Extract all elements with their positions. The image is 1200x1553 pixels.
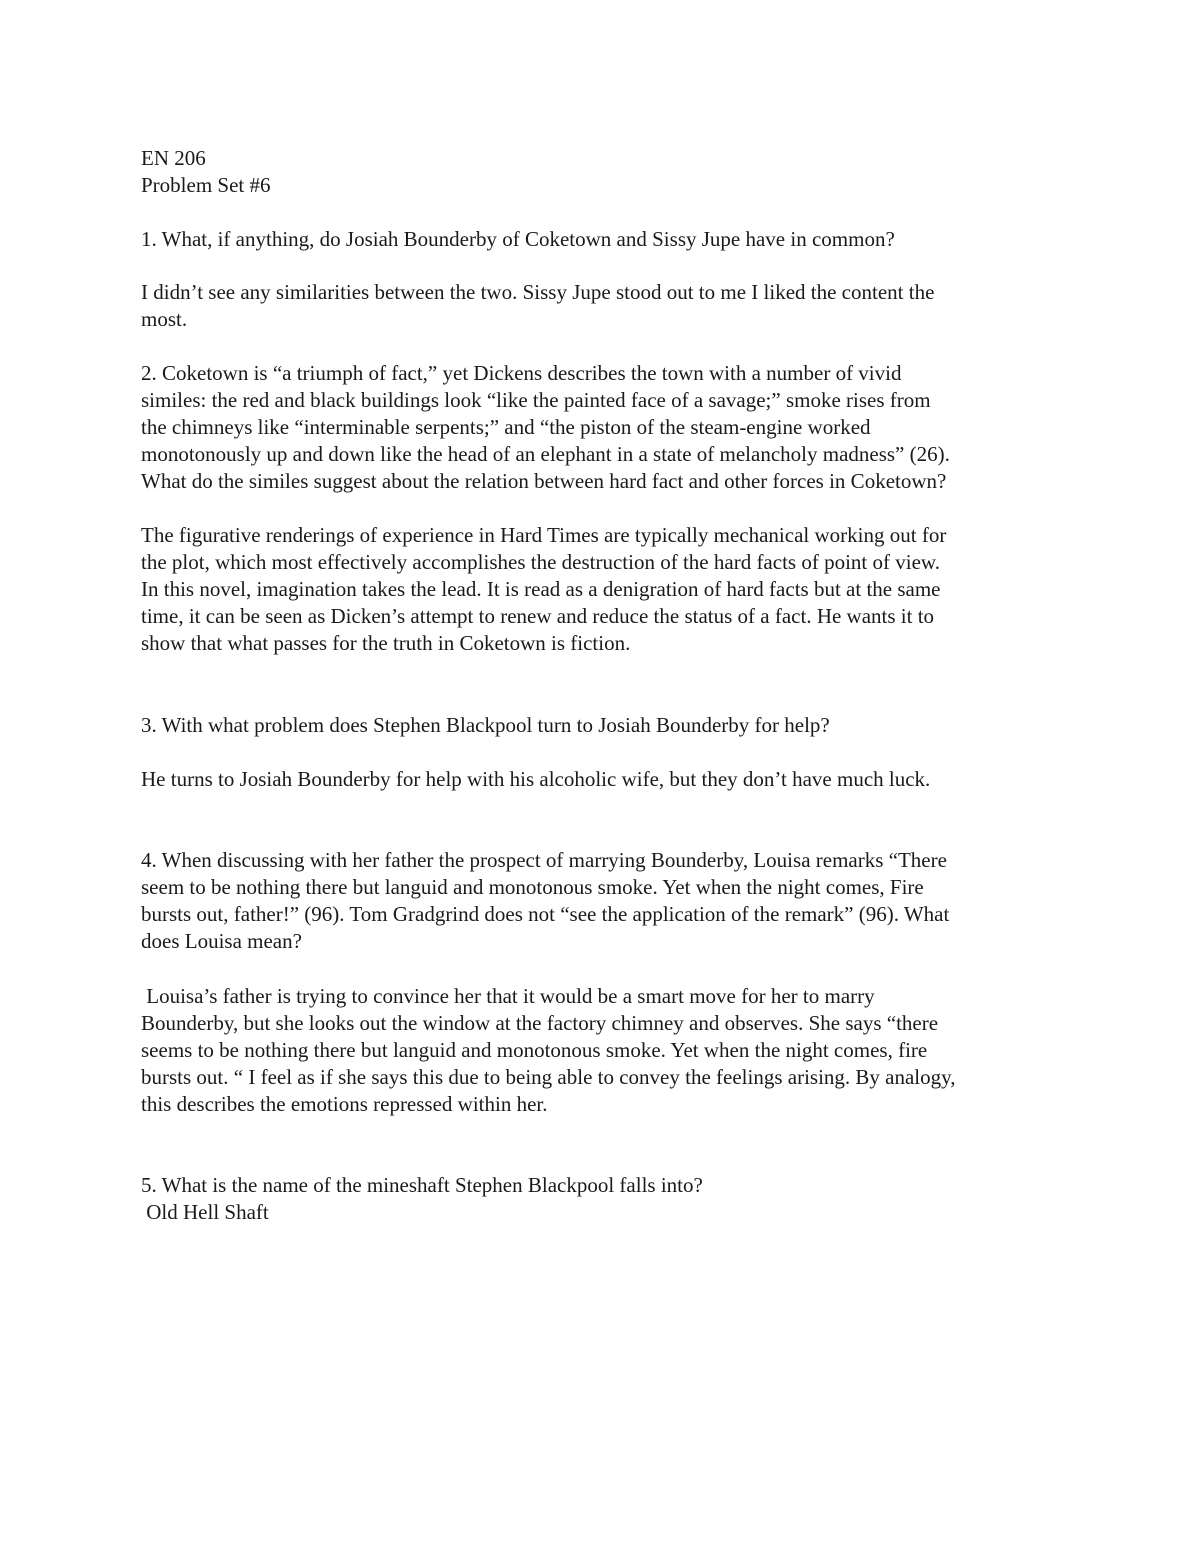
answer-1 <box>141 279 1071 333</box>
question-1 <box>141 226 1071 253</box>
question-5 <box>141 1172 1071 1199</box>
answer-line: seems to be nothing there but languid and monotonous smoke. Yet when the night comes, fire <box>141 1038 928 1062</box>
question-4 <box>141 847 1071 955</box>
assignment-title: Problem Set #6 <box>141 173 271 197</box>
answer-line: Bounderby, but she looks out the window at the factory chimney and observes. She says “there <box>141 1011 939 1035</box>
question-line: What do the similes suggest about the relation between hard fact and other forces in Coketown? <box>141 469 947 493</box>
question-line: 4. When discussing with her father the prospect of marrying Bounderby, Louisa remarks “There <box>141 848 947 872</box>
answer-line: He turns to Josiah Bounderby for help with his alcoholic wife, but they don’t have much luck. <box>141 767 931 791</box>
answer-3 <box>141 766 1071 793</box>
answer-line: most. <box>141 307 188 331</box>
question-line: bursts out, father!” (96). Tom Gradgrind does not “see the application of the remark” (96). What <box>141 902 950 926</box>
question-line: 1. What, if anything, do Josiah Bounderby of Coketown and Sissy Jupe have in common? <box>141 227 895 251</box>
question-line: does Louisa mean? <box>141 929 302 953</box>
question-line: the chimneys like “interminable serpents;” and “the piston of the steam-engine worked <box>141 415 871 439</box>
answer-line: bursts out. “ I feel as if she says this due to being able to convey the feelings arising. By analogy, <box>141 1065 956 1089</box>
answer-4 <box>141 983 1071 1118</box>
answer-line: show that what passes for the truth in Coketown is fiction. <box>141 631 631 655</box>
answer-line: this describes the emotions repressed within her. <box>141 1092 548 1116</box>
answer-2 <box>141 522 1071 657</box>
answer-line: Louisa’s father is trying to convince her that it would be a smart move for her to marry <box>141 984 875 1008</box>
answer-line: the plot, which most effectively accomplishes the destruction of the hard facts of point of view. <box>141 550 940 574</box>
answer-line: The figurative renderings of experience in Hard Times are typically mechanical working out for <box>141 523 947 547</box>
question-line: 5. What is the name of the mineshaft Stephen Blackpool falls into? <box>141 1173 703 1197</box>
answer-line: I didn’t see any similarities between the two. Sissy Jupe stood out to me I liked the content the <box>141 280 935 304</box>
answer-line: In this novel, imagination takes the lead. It is read as a denigration of hard facts but at the same <box>141 577 941 601</box>
answer-5 <box>141 1199 1071 1226</box>
question-line: 3. With what problem does Stephen Blackpool turn to Josiah Bounderby for help? <box>141 713 830 737</box>
document-header <box>141 145 1071 199</box>
question-line: 2. Coketown is “a triumph of fact,” yet Dickens describes the town with a number of vivid <box>141 361 902 385</box>
answer-line: time, it can be seen as Dicken’s attempt to renew and reduce the status of a fact. He wants it to <box>141 604 935 628</box>
question-3 <box>141 712 1071 739</box>
answer-line: Old Hell Shaft <box>141 1200 269 1224</box>
question-line: monotonously up and down like the head of an elephant in a state of melancholy madness” (26). <box>141 442 950 466</box>
question-2 <box>141 360 1071 495</box>
question-line: seem to be nothing there but languid and monotonous smoke. Yet when the night comes, Fire <box>141 875 924 899</box>
question-line: similes: the red and black buildings look “like the painted face of a savage;” smoke rises from <box>141 388 931 412</box>
course-code: EN 206 <box>141 146 206 170</box>
